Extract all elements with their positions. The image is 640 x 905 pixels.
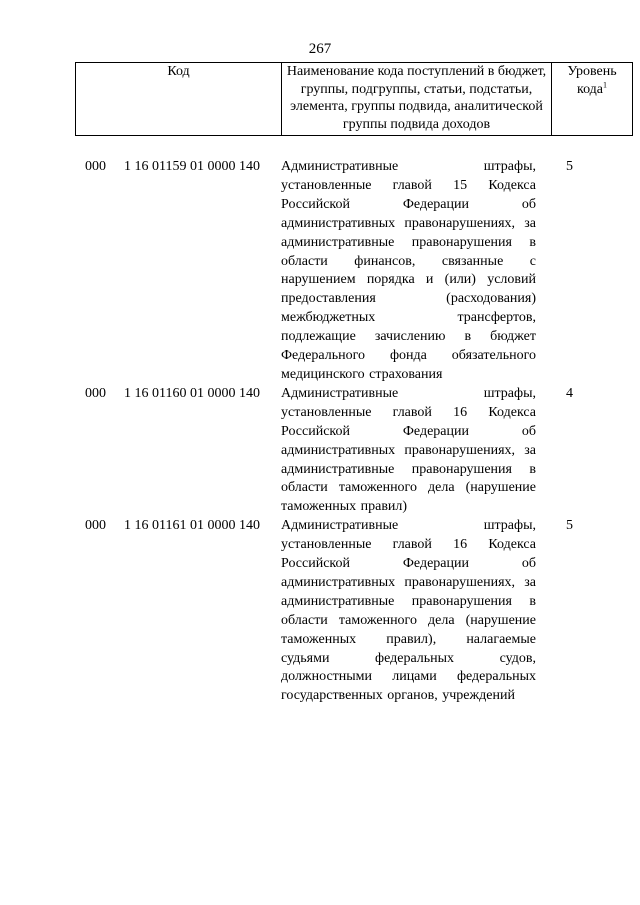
table-row: [75, 158, 611, 385]
description-line: Российской Федерации об: [281, 423, 536, 439]
description-line: таможенных правил): [281, 499, 408, 515]
description-line: административных правонарушениях, за: [281, 215, 536, 231]
description-line: медицинского страхования: [281, 366, 443, 382]
description-line: установленные главой 16 Кодекса: [281, 404, 536, 420]
description-line: установленные главой 16 Кодекса: [281, 537, 536, 553]
description-line: области таможенного дела (нарушение: [281, 612, 536, 628]
page-number: 267: [308, 41, 332, 57]
table-row: [75, 517, 611, 706]
table-row: [75, 385, 611, 517]
description-line: нарушением порядка и (или) условий: [281, 272, 536, 288]
description-line: предоставления (расходования): [281, 291, 536, 307]
description-line: административные правонарушения в: [281, 461, 536, 477]
description-line: межбюджетных трансфертов,: [281, 310, 536, 326]
description-line: области таможенного дела (нарушение: [281, 480, 536, 496]
table-body: [75, 158, 611, 706]
row-level: 5: [566, 518, 573, 534]
row-revenue-code: 1 16 01160 01 0000 140: [124, 385, 260, 401]
description-line: должностными лицами федеральных: [281, 669, 536, 685]
description-line: подлежащие зачислению в бюджет: [281, 329, 536, 345]
description-line: административные правонарушения в: [281, 593, 536, 609]
description-line: таможенных правил), налагаемые: [281, 631, 536, 647]
row-description: [281, 385, 536, 517]
description-line: административных правонарушениях, за: [281, 442, 536, 458]
description-line: административные правонарушения в: [281, 234, 536, 250]
table-header: [75, 62, 633, 136]
description-line: Российской Федерации об: [281, 196, 536, 212]
row-level: 4: [566, 385, 573, 401]
row-description: [281, 517, 536, 706]
description-line: Административные штрафы,: [281, 518, 536, 534]
description-line: судьями федеральных судов,: [281, 650, 536, 666]
row-admin-code: 000: [85, 385, 106, 401]
header-level: [552, 63, 633, 136]
header-level-footnote: 1: [603, 79, 608, 89]
header-name: Наименование кода поступлений в бюджет, группы, подгруппы, статьи, подстатьи, элемента, группы подвида, аналитической группы подвида доходов: [282, 63, 552, 136]
row-admin-code: 000: [85, 159, 106, 174]
description-line: Федерального фонда обязательного: [281, 348, 536, 364]
description-line: государственных органов, учреждений: [281, 688, 515, 704]
row-revenue-code: 1 16 01159 01 0000 140: [124, 159, 260, 174]
description-line: Административные штрафы,: [281, 385, 536, 401]
row-description: [281, 158, 536, 385]
description-line: Административные штрафы,: [281, 159, 536, 174]
description-line: Российской Федерации об: [281, 556, 536, 572]
row-level: 5: [566, 159, 573, 174]
header-level-label: Уровень кода: [567, 64, 617, 97]
row-admin-code: 000: [85, 518, 106, 534]
description-line: административных правонарушениях, за: [281, 574, 536, 590]
description-line: области финансов, связанные с: [281, 253, 536, 269]
row-revenue-code: 1 16 01161 01 0000 140: [124, 518, 260, 534]
description-line: установленные главой 15 Кодекса: [281, 177, 536, 193]
header-code: Код: [76, 63, 282, 136]
